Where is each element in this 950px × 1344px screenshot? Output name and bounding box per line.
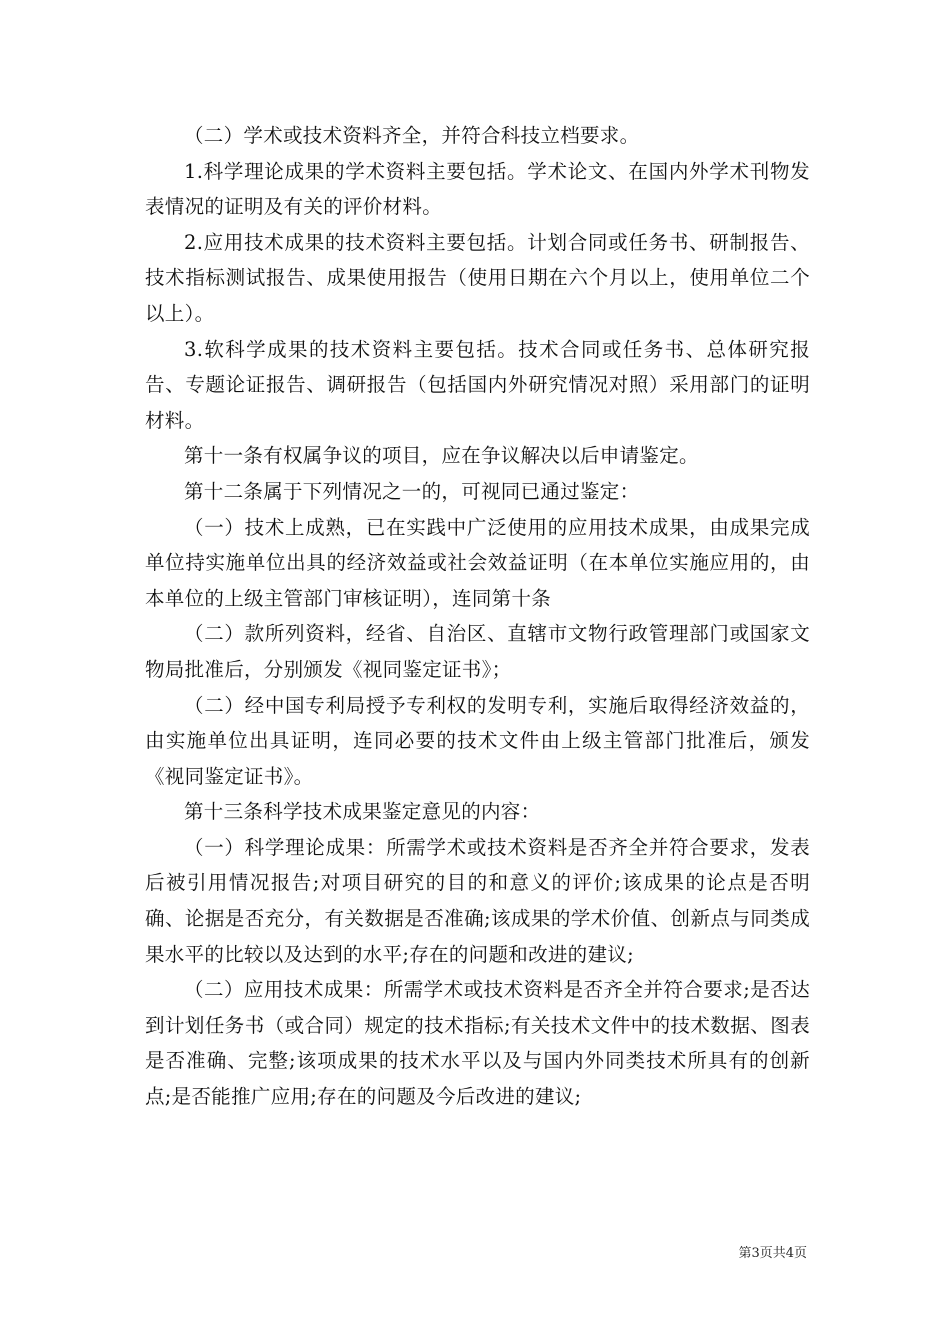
paragraph-article-12-item-1: （一）技术上成熟，已在实践中广泛使用的应用技术成果，由成果完成单位持实施单位出具的经济效益或社会效益证明（在本单位实施应用的，由本单位的上级主管部门审核证明），连同第十条 <box>145 515 810 610</box>
paragraph-article-13-item-2: （二）应用技术成果：所需学术或技术资料是否齐全并符合要求;是否达到计划任务书（或合同）规定的技术指标;有关技术文件中的技术数据、图表是否准确、完整;该项成果的技术水平以及与国内外同类技术所具有的创新点;是否能推广应用;存在的问题及今后改进的建议; <box>145 978 810 1109</box>
paragraph-article-12: 第十二条属于下列情况之一的，可视同已通过鉴定： <box>184 479 640 503</box>
document-body <box>145 118 810 1115</box>
page-number: 第3页共4页 <box>738 1246 807 1261</box>
paragraph-article-12-item-3: （二）经中国专利局授予专利权的发明专利，实施后取得经济效益的，由实施单位出具证明，连同必要的技术文件由上级主管部门批准后，颁发《视同鉴定证书》。 <box>145 693 810 788</box>
paragraph-applied-tech-materials: 2.应用技术成果的技术资料主要包括。计划合同或任务书、研制报告、技术指标测试报告、成果使用报告（使用日期在六个月以上，使用单位二个以上）。 <box>145 230 810 325</box>
paragraph-article-11: 第十一条有权属争议的项目，应在争议解决以后申请鉴定。 <box>184 444 699 468</box>
paragraph-science-theory-materials: 1.科学理论成果的学术资料主要包括。学术论文、在国内外学术刊物发表情况的证明及有关的评价材料。 <box>145 159 810 219</box>
paragraph-article-13: 第十三条科学技术成果鉴定意见的内容： <box>184 800 541 824</box>
paragraph-soft-science-materials: 3.软科学成果的技术资料主要包括。技术合同或任务书、总体研究报告、专题论证报告、调研报告（包括国内外研究情况对照）采用部门的证明材料。 <box>145 337 810 432</box>
paragraph-materials-complete: （二）学术或技术资料齐全，并符合科技立档要求。 <box>184 124 640 147</box>
paragraph-article-12-item-2: （二）款所列资料，经省、自治区、直辖市文物行政管理部门或国家文物局批准后，分别颁发《视同鉴定证书》； <box>145 622 810 681</box>
paragraph-article-13-item-1: （一）科学理论成果：所需学术或技术资料是否齐全并符合要求，发表后被引用情况报告;对项目研究的目的和意义的评价;该成果的论点是否明确、论据是否充分，有关数据是否准确;该成果的学术价值、创新点与同类成果水平的比较以及达到的水平;存在的问题和改进的建议; <box>145 835 810 966</box>
